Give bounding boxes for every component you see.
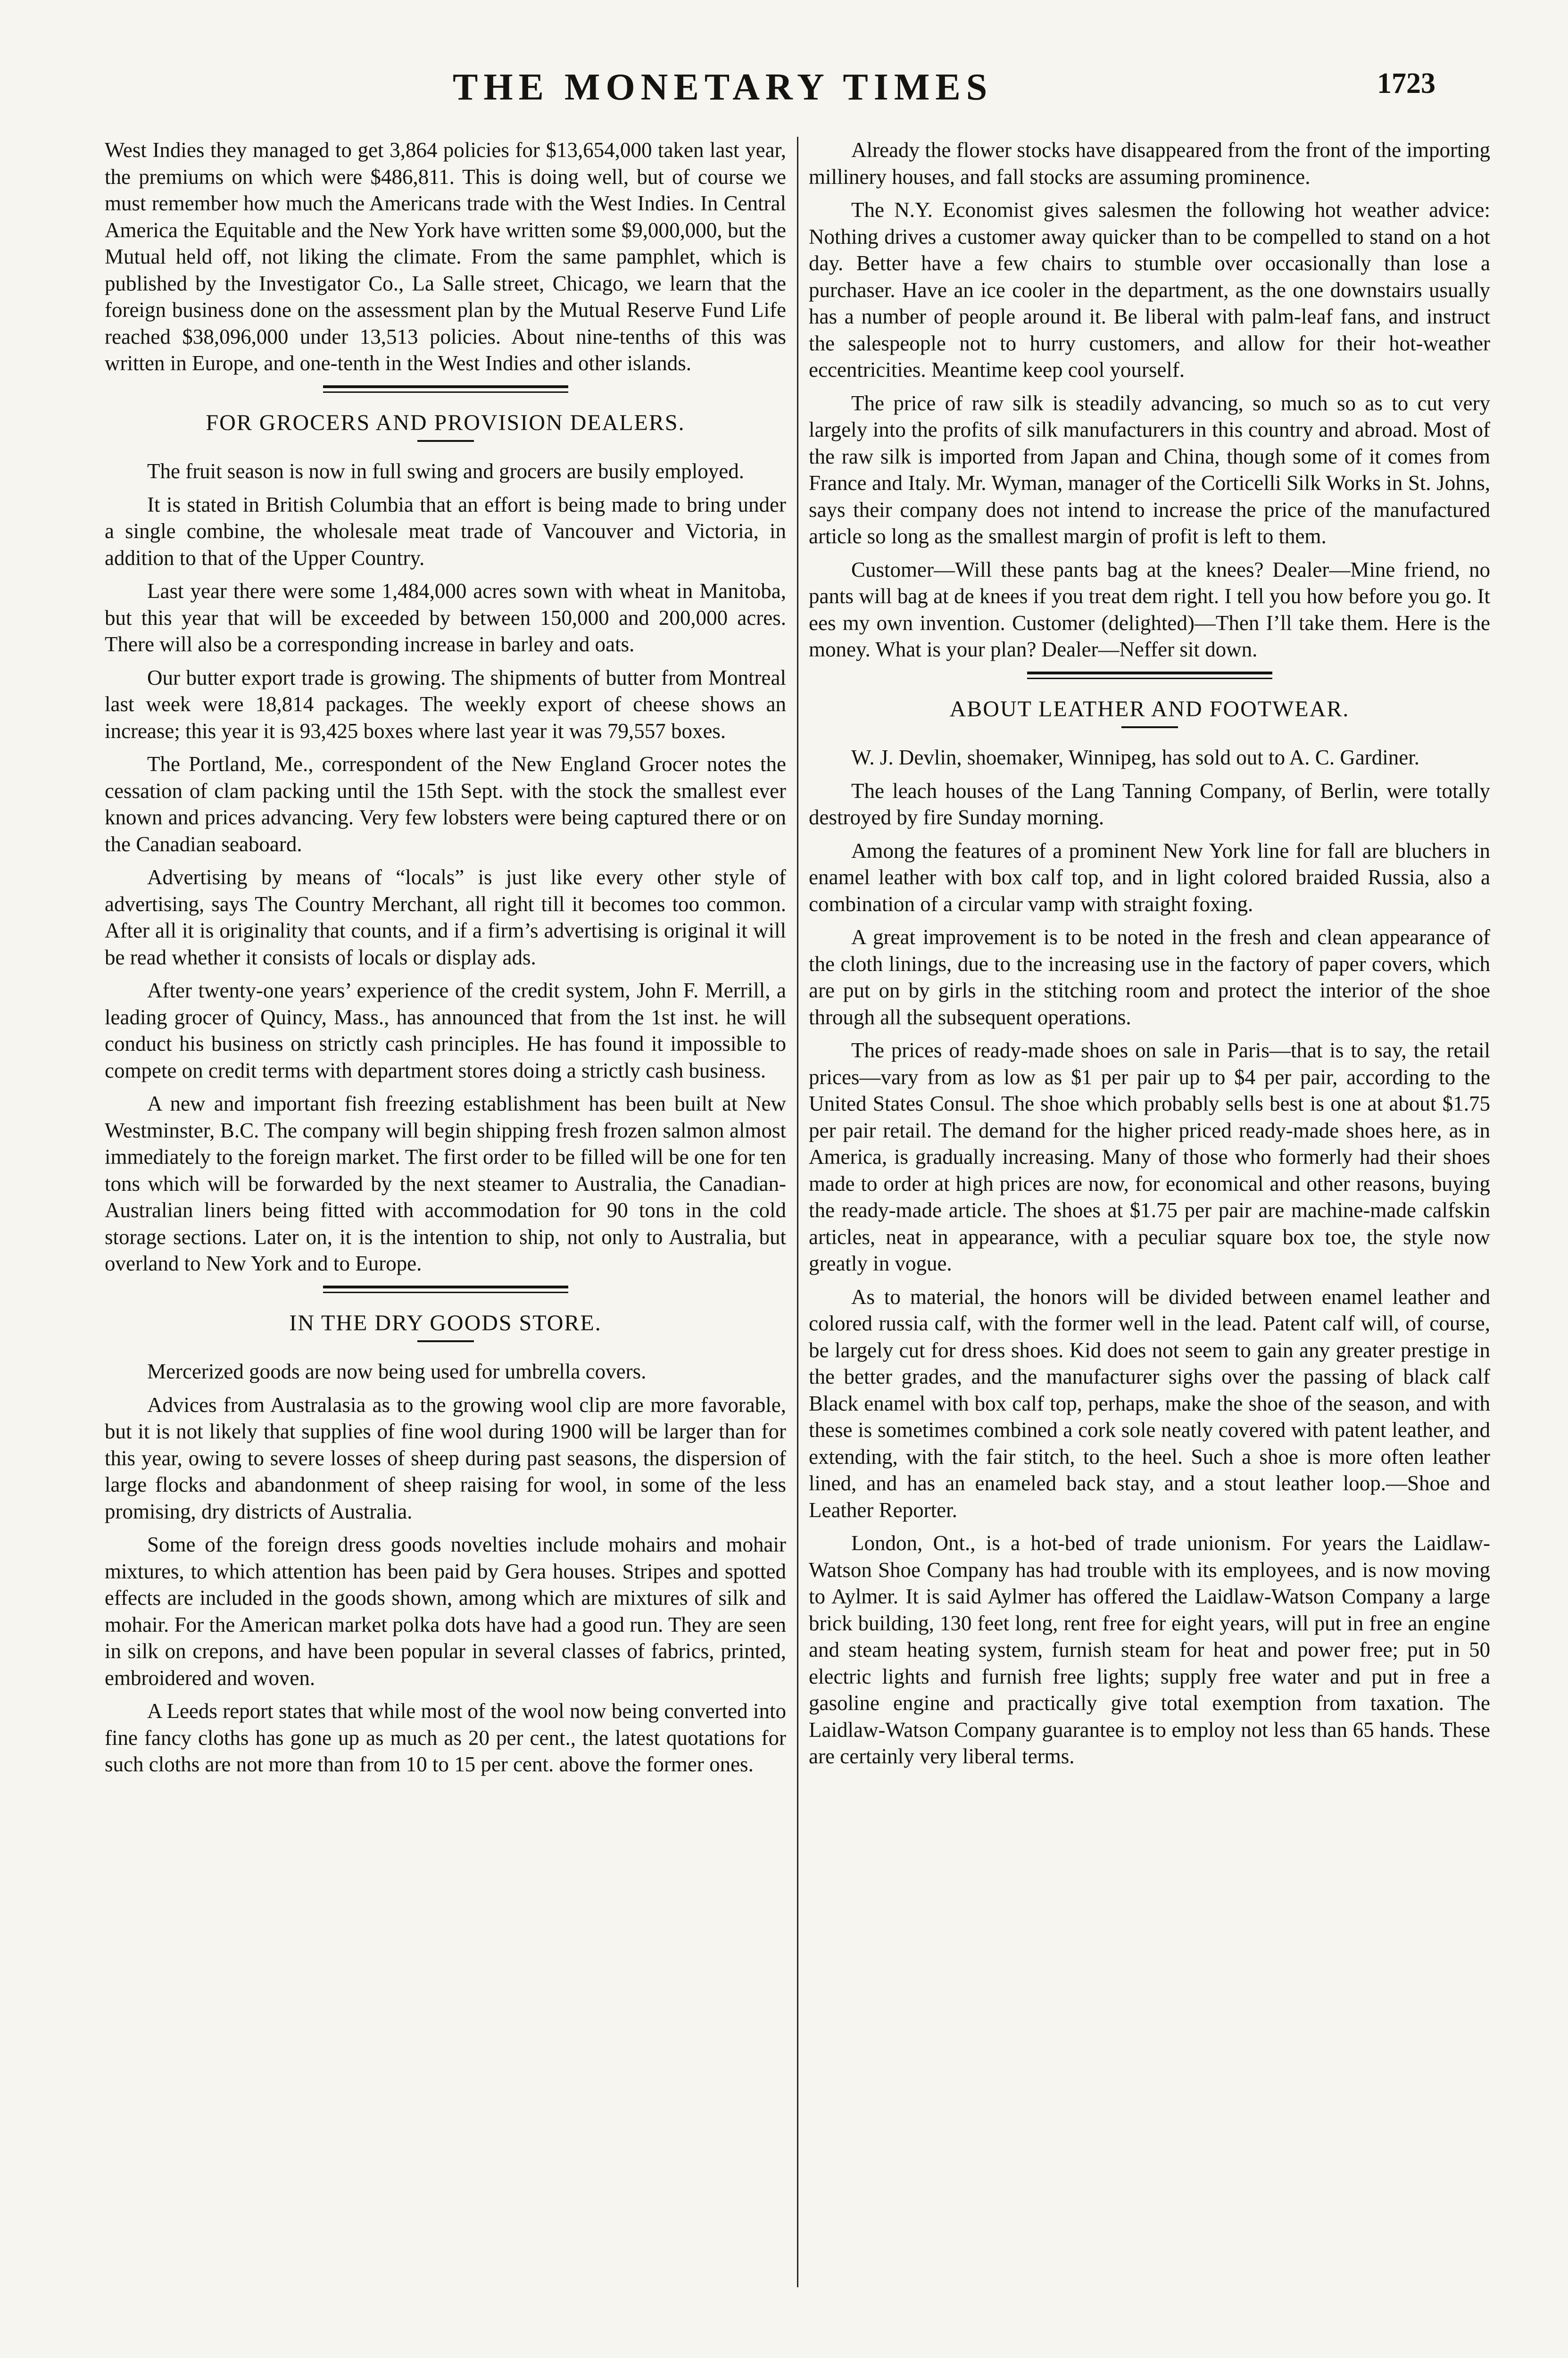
paragraph: Advertising by means of “locals” is just like every other style of advertising, says The Country Merchant, all right till it becomes too common. After all it is originality that counts, and if a firm’s advertising is original it will be read whether it consists of locals or display ads. — [105, 865, 786, 969]
publication-title: THE MONETARY TIMES — [453, 66, 993, 108]
continued-paragraph: West Indies they managed to get 3,864 policies for $13,654,000 taken last year, the premiums on which were $486,811. This is doing well, but of course we must remember how much the Americans trade with the West Indies. In Central America the Equitable and the New York have written some $9,000,000, but the Mutual held off, not liking the climate. From the same pamphlet, which is published by the Investigator Co., La Salle street, Chicago, we learn that the foreign business done on the assessment plan by the Mutual Reserve Fund Life reached $38,096,000 under 13,513 policies. About nine-tenths of this was written in Europe, and one-tenth in the West Indies and other islands. — [105, 138, 786, 375]
masthead — [0, 61, 1568, 118]
section-divider — [323, 385, 568, 393]
section-heading-leather: ABOUT LEATHER AND FOOTWEAR. — [949, 696, 1350, 722]
paragraph: Among the features of a prominent New York line for fall are bluchers in enamel leather with box calf top, and in light colored braided Russia, also a combination of a circular vamp with straight foxing. — [809, 839, 1490, 916]
paragraph: The fruit season is now in full swing and grocers are busily employed. — [147, 459, 744, 483]
paragraph: London, Ont., is a hot-bed of trade unionism. For years the Laidlaw-Watson Shoe Company has had trouble with its employees, and is now moving to Aylmer. It is said Aylmer has offered the Laidlaw-Watson Company a large brick building, 130 feet long, rent free for eight years, will put in free an engine and steam heating system, furnish steam for heat and power free; put in 50 electric lights and furnish free lights; supply free water and put in free a gasoline engine and practically give total exemption from taxation. The Laidlaw-Watson Company guarantee is to employ not less than 65 hands. These are certainly very liberal terms. — [809, 1531, 1490, 1768]
paragraph: The Portland, Me., correspondent of the New England Grocer notes the cessation of clam packing until the 15th Sept. with the stock the smallest ever known and prices advancing. Very few lobsters were being captured there or on the Canadian seaboard. — [105, 752, 786, 856]
heading-rule — [417, 1340, 474, 1342]
paragraph: Last year there were some 1,484,000 acres sown with wheat in Manitoba, but this year that will be exceeded by between 150,000 and 200,000 acres. There will also be a corresponding increase in barley and oats. — [105, 579, 786, 656]
section-divider — [323, 1286, 568, 1293]
section-heading-dry-goods: IN THE DRY GOODS STORE. — [289, 1310, 602, 1336]
paragraph: As to material, the honors will be divided between enamel leather and colored russia calf, with the former well in the lead. Patent calf will, of course, be largely cut for dress shoes. Kid does not seem to gain any greater prestige in the better grades, and the manufacturer sighs over the passing of black calf Black enamel with box calf top, perhaps, make the shoe of the season, and with these is sometimes combined a cork sole neatly covered with patent leather, and extending, with the fair stitch, to the heel. Such a shoe is more often leather lined, and has an enameled back stay, and a stout leather loop.—Shoe and Leather Reporter. — [809, 1285, 1490, 1522]
paragraph: After twenty-one years’ experience of the credit system, John F. Merrill, a leading grocer of Quincy, Mass., has announced that from the 1st inst. he will conduct his business on strictly cash principles. He has found it impossible to compete on credit terms with department stores doing a strictly cash business. — [105, 979, 786, 1082]
paragraph: Our butter export trade is growing. The shipments of butter from Montreal last week were 18,814 packages. The weekly export of cheese shows an increase; this year it is 93,425 boxes where last year it was 79,557 boxes. — [105, 665, 786, 743]
heading-rule — [1121, 726, 1178, 728]
paragraph: Advices from Australasia as to the growing wool clip are more favorable, but it is not likely that supplies of fine wool during 1900 will be larger than for this year, owing to severe losses of sheep during past seasons, the dispersion of large flocks and abandonment of sheep raising for wool, in some of the less promising, dry districts of Australia. — [105, 1393, 786, 1523]
paragraph: Customer—Will these pants bag at the knees? Dealer—Mine friend, no pants will bag at de knees if you treat dem right. I tell you how before you go. It ees my own invention. Customer (delighted)—Then I’ll take them. Here is the money. What is your plan? Dealer—Neffer sit down. — [809, 557, 1490, 661]
paragraph: Some of the foreign dress goods novelties include mohairs and mohair mixtures, to which attention has been paid by Gera houses. Stripes and spotted effects are included in the goods shown, among which are mixtures of silk and mohair. For the American market polka dots have had a good run. They are seen in silk on crepons, and have been popular in several classes of fabrics, printed, embroidered and woven. — [105, 1533, 786, 1690]
column-divider — [797, 137, 798, 2287]
left-column — [105, 137, 786, 1785]
paragraph: A new and important fish freezing establishment has been built at New Westminster, B.C. The company will begin shipping fresh frozen salmon almost immediately to the foreign market. The first order to be filled will be one for ten tons which will be forwarded by the next steamer to Australia, the Canadian-Australian liners being fitted with accommodation for 90 tons in the cold storage sections. Later on, it is the intention to ship, not only to Australia, but overland to New York and to Europe. — [105, 1092, 786, 1275]
paragraph: The N.Y. Economist gives salesmen the following hot weather advice: Nothing drives a customer away quicker than to be compelled to stand on a hot day. Better have a few chairs to stumble over occasionally than lose a purchaser. Have an ice cooler in the department, as the one downstairs usually has a number of people around it. Be liberal with palm-leaf fans, and instruct the salespeople not to hurry customers, and allow for their hot-weather eccentricities. Meantime keep cool yourself. — [809, 198, 1490, 382]
paragraph: The prices of ready-made shoes on sale in Paris—that is to say, the retail prices—vary from as low as $1 per pair up to $4 per pair, according to the United States Consul. The shoe which probably sells best is one at about $1.75 per pair retail. The demand for the higher priced ready-made shoes here, as in America, is gradually increasing. Many of those who formerly had their shoes made to order at high prices are now, for economical and other reasons, buying the ready-made article. The shoes at $1.75 per pair are machine-made calfskin articles, neat in appearance, with a peculiar square box toe, the style now greatly in vogue. — [809, 1038, 1490, 1275]
paragraph: A Leeds report states that while most of the wool now being converted into fine fancy cloths has gone up as much as 20 per cent., the latest quotations for such cloths are not more than from 10 to 15 per cent. above the former ones. — [105, 1699, 786, 1776]
paragraph: The leach houses of the Lang Tanning Company, of Berlin, were totally destroyed by fire Sunday morning. — [809, 779, 1490, 829]
paragraph: It is stated in British Columbia that an effort is being made to bring under a single combine, the wholesale meat trade of Vancouver and Victoria, in addition to that of the Upper Country. — [105, 492, 786, 570]
heading-rule — [417, 440, 474, 442]
paragraph: Already the flower stocks have disappeared from the front of the importing millinery houses, and fall stocks are assuming prominence. — [809, 138, 1490, 189]
paragraph: A great improvement is to be noted in the fresh and clean appearance of the cloth linings, due to the increasing use in the factory of paper covers, which are put on by girls in the stitching room and protect the interior of the shoe through all the subsequent operations. — [809, 925, 1490, 1029]
paragraph: Mercerized goods are now being used for umbrella covers. — [147, 1360, 647, 1383]
paragraph: The price of raw silk is steadily advancing, so much so as to cut very largely into the profits of silk manufacturers in this country and abroad. Most of the raw silk is imported from Japan and China, though some of it comes from France and Italy. Mr. Wyman, manager of the Corticelli Silk Works in St. Johns, says their company does not intend to increase the price of the manufactured article so long as the smallest margin of profit is left to them. — [809, 391, 1490, 548]
right-column — [809, 137, 1490, 1777]
page-number: 1723 — [1377, 67, 1435, 100]
section-heading-grocers: FOR GROCERS AND PROVISION DEALERS. — [206, 410, 685, 435]
section-divider — [1027, 672, 1272, 679]
paragraph: W. J. Devlin, shoemaker, Winnipeg, has sold out to A. C. Gardiner. — [851, 746, 1420, 769]
